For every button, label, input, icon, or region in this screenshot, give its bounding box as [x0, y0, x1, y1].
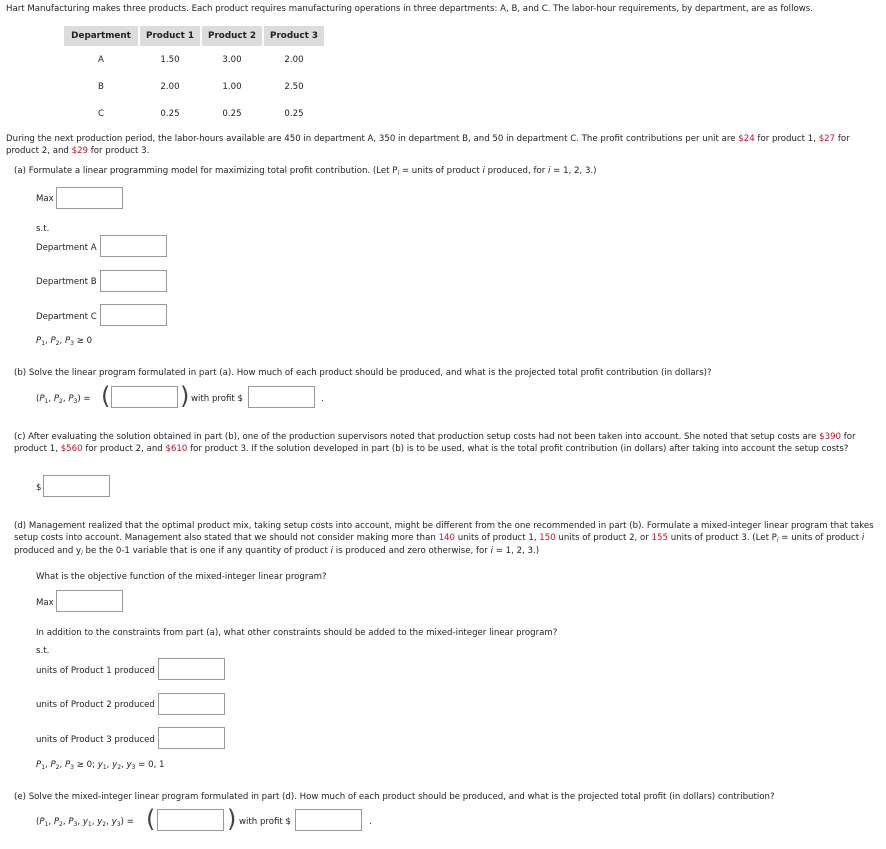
dept-b-constraint-input[interactable] [100, 270, 167, 292]
with-profit-label: with profit $ [239, 817, 292, 827]
hours-profit-paragraph: During the next production period, the labor-hours available are 450 in department A, 350 in department B, and 50 in department C. The profit contributions per unit are $24 for product 1, $27 for product 2, and $29 for product 3. [6, 134, 850, 156]
limit-p2: 150 [539, 532, 556, 543]
part-d-question: (d) Management realized that the optimal product mix, taking setup costs into account, might be different from the one recommended in part (b). Formulate a mixed-integer linear program that takes setup costs into account. Management also stated that we should not consider making more than 140 units of product 1, 150 units of product 2, or 155 units of product 3. (Let $P_i$ = units of product i produced and $y_i$ be the 0-1 variable that is one if any quantity of product i is produced and zero otherwise, for i = 1, 2, 3.) [14, 521, 874, 557]
part-c-question: (c) After evaluating the solution obtained in part (b), one of the production supervisors noted that production setup costs had not been taken into account. She noted that setup costs are $390 for product 1, $560 for product 2, and $610 for product 3. If the solution developed in part (b) is to be used, what is the total profit contribution (in dollars) after taking into account the setup costs? [14, 432, 856, 454]
table-header: Department [64, 26, 139, 46]
part-b-question: (b) Solve the linear program formulated in part (a). How much of each product should be produced, and what is the projected total profit contribution (in dollars)? [14, 368, 712, 378]
intro-text: Hart Manufacturing makes three products. Each product requires manufacturing operations in three departments: A, B, and C. The labor-hour requirements, by department, are as follows. [6, 4, 813, 14]
prod2-constraint-input[interactable] [158, 693, 225, 715]
profit-p2: $27 [818, 134, 836, 144]
left-paren: ( [146, 805, 156, 833]
table-row [64, 73, 325, 100]
dept-a-constraint-input[interactable] [100, 235, 167, 257]
table-row [64, 100, 325, 127]
table-header: Product 2 [201, 26, 263, 46]
table-cell: 2.50 [263, 73, 325, 100]
profit-p1: $24 [738, 134, 755, 144]
table-cell: 2.00 [139, 73, 201, 100]
table-cell: B [64, 73, 139, 100]
setup-cost-p2: $560 [60, 443, 83, 454]
st-label: s.t. [36, 224, 50, 234]
table-row [64, 46, 325, 73]
period: . [369, 817, 372, 827]
part-a-question: (a) Formulate a linear programming model for maximizing total profit contribution. (Let $P_i$ = units of product i produced, for i = 1, 2, 3.) [14, 166, 597, 177]
right-paren: ) [227, 805, 237, 833]
prod2-label: units of Product 2 produced [36, 700, 155, 710]
right-paren: ) [180, 382, 190, 410]
part-e-solution-input[interactable] [157, 809, 224, 831]
table-cell: C [64, 100, 139, 127]
setup-cost-p3: $610 [165, 443, 188, 454]
objective-input[interactable] [56, 187, 123, 209]
table-cell: 1.00 [201, 73, 263, 100]
period: . [321, 394, 324, 404]
part-e-question: (e) Solve the mixed-integer linear program formulated in part (d). How much of each product should be produced, and what is the projected total profit (in dollars) contribution? [14, 792, 775, 802]
with-profit-label: with profit $ [191, 394, 244, 404]
mip-objective-input[interactable] [56, 590, 123, 612]
left-paren: ( [101, 382, 111, 410]
profit-p3: $29 [71, 145, 89, 156]
mip-st-label: s.t. [36, 646, 50, 656]
table-cell: 0.25 [201, 100, 263, 127]
mip-solution-vector-label: ($P_1$, $P_2$, $P_3$, $y_1$, $y_2$, $y_3$) = [36, 817, 134, 828]
part-c-profit-input[interactable] [43, 475, 110, 497]
mip-max-label: Max [36, 598, 54, 608]
dept-c-label: Department C [36, 312, 97, 322]
limit-p3: 155 [651, 532, 668, 543]
dollar-sign: $ [36, 483, 42, 493]
nonnegativity: $P_1$, $P_2$, $P_3 \ge 0$ [36, 336, 93, 347]
constraints-question: In addition to the constraints from part (a), what other constraints should be added to the mixed-integer linear program? [36, 628, 558, 638]
table-header-row [64, 26, 325, 46]
prod1-label: units of Product 1 produced [36, 666, 155, 676]
objective-question: What is the objective function of the mixed-integer linear program? [36, 572, 327, 582]
prod3-constraint-input[interactable] [158, 727, 225, 749]
table-cell: 2.00 [263, 46, 325, 73]
table-cell: 3.00 [201, 46, 263, 73]
table-header: Product 1 [139, 26, 201, 46]
variable-domains: $P_1$, $P_2$, $P_3 \ge 0$; $y_1$, $y_2$, $y_3 = 0$, 1 [36, 760, 165, 771]
table-cell: 0.25 [139, 100, 201, 127]
limit-p1: 140 [438, 532, 455, 543]
table-cell: A [64, 46, 139, 73]
solution-vector-label: ($P_1$, $P_2$, $P_3$) = [36, 394, 91, 405]
dept-a-label: Department A [36, 243, 97, 253]
dept-b-label: Department B [36, 277, 97, 287]
table-cell: 1.50 [139, 46, 201, 73]
table-header: Product 3 [263, 26, 325, 46]
part-b-solution-input[interactable] [111, 386, 178, 408]
prod3-label: units of Product 3 produced [36, 735, 155, 745]
setup-cost-p1: $390 [819, 432, 842, 442]
part-b-profit-input[interactable] [248, 386, 315, 408]
table-cell: 0.25 [263, 100, 325, 127]
labor-hours-table [64, 26, 326, 127]
max-label: Max [36, 194, 54, 204]
prod1-constraint-input[interactable] [158, 658, 225, 680]
part-e-profit-input[interactable] [295, 809, 362, 831]
dept-c-constraint-input[interactable] [100, 304, 167, 326]
